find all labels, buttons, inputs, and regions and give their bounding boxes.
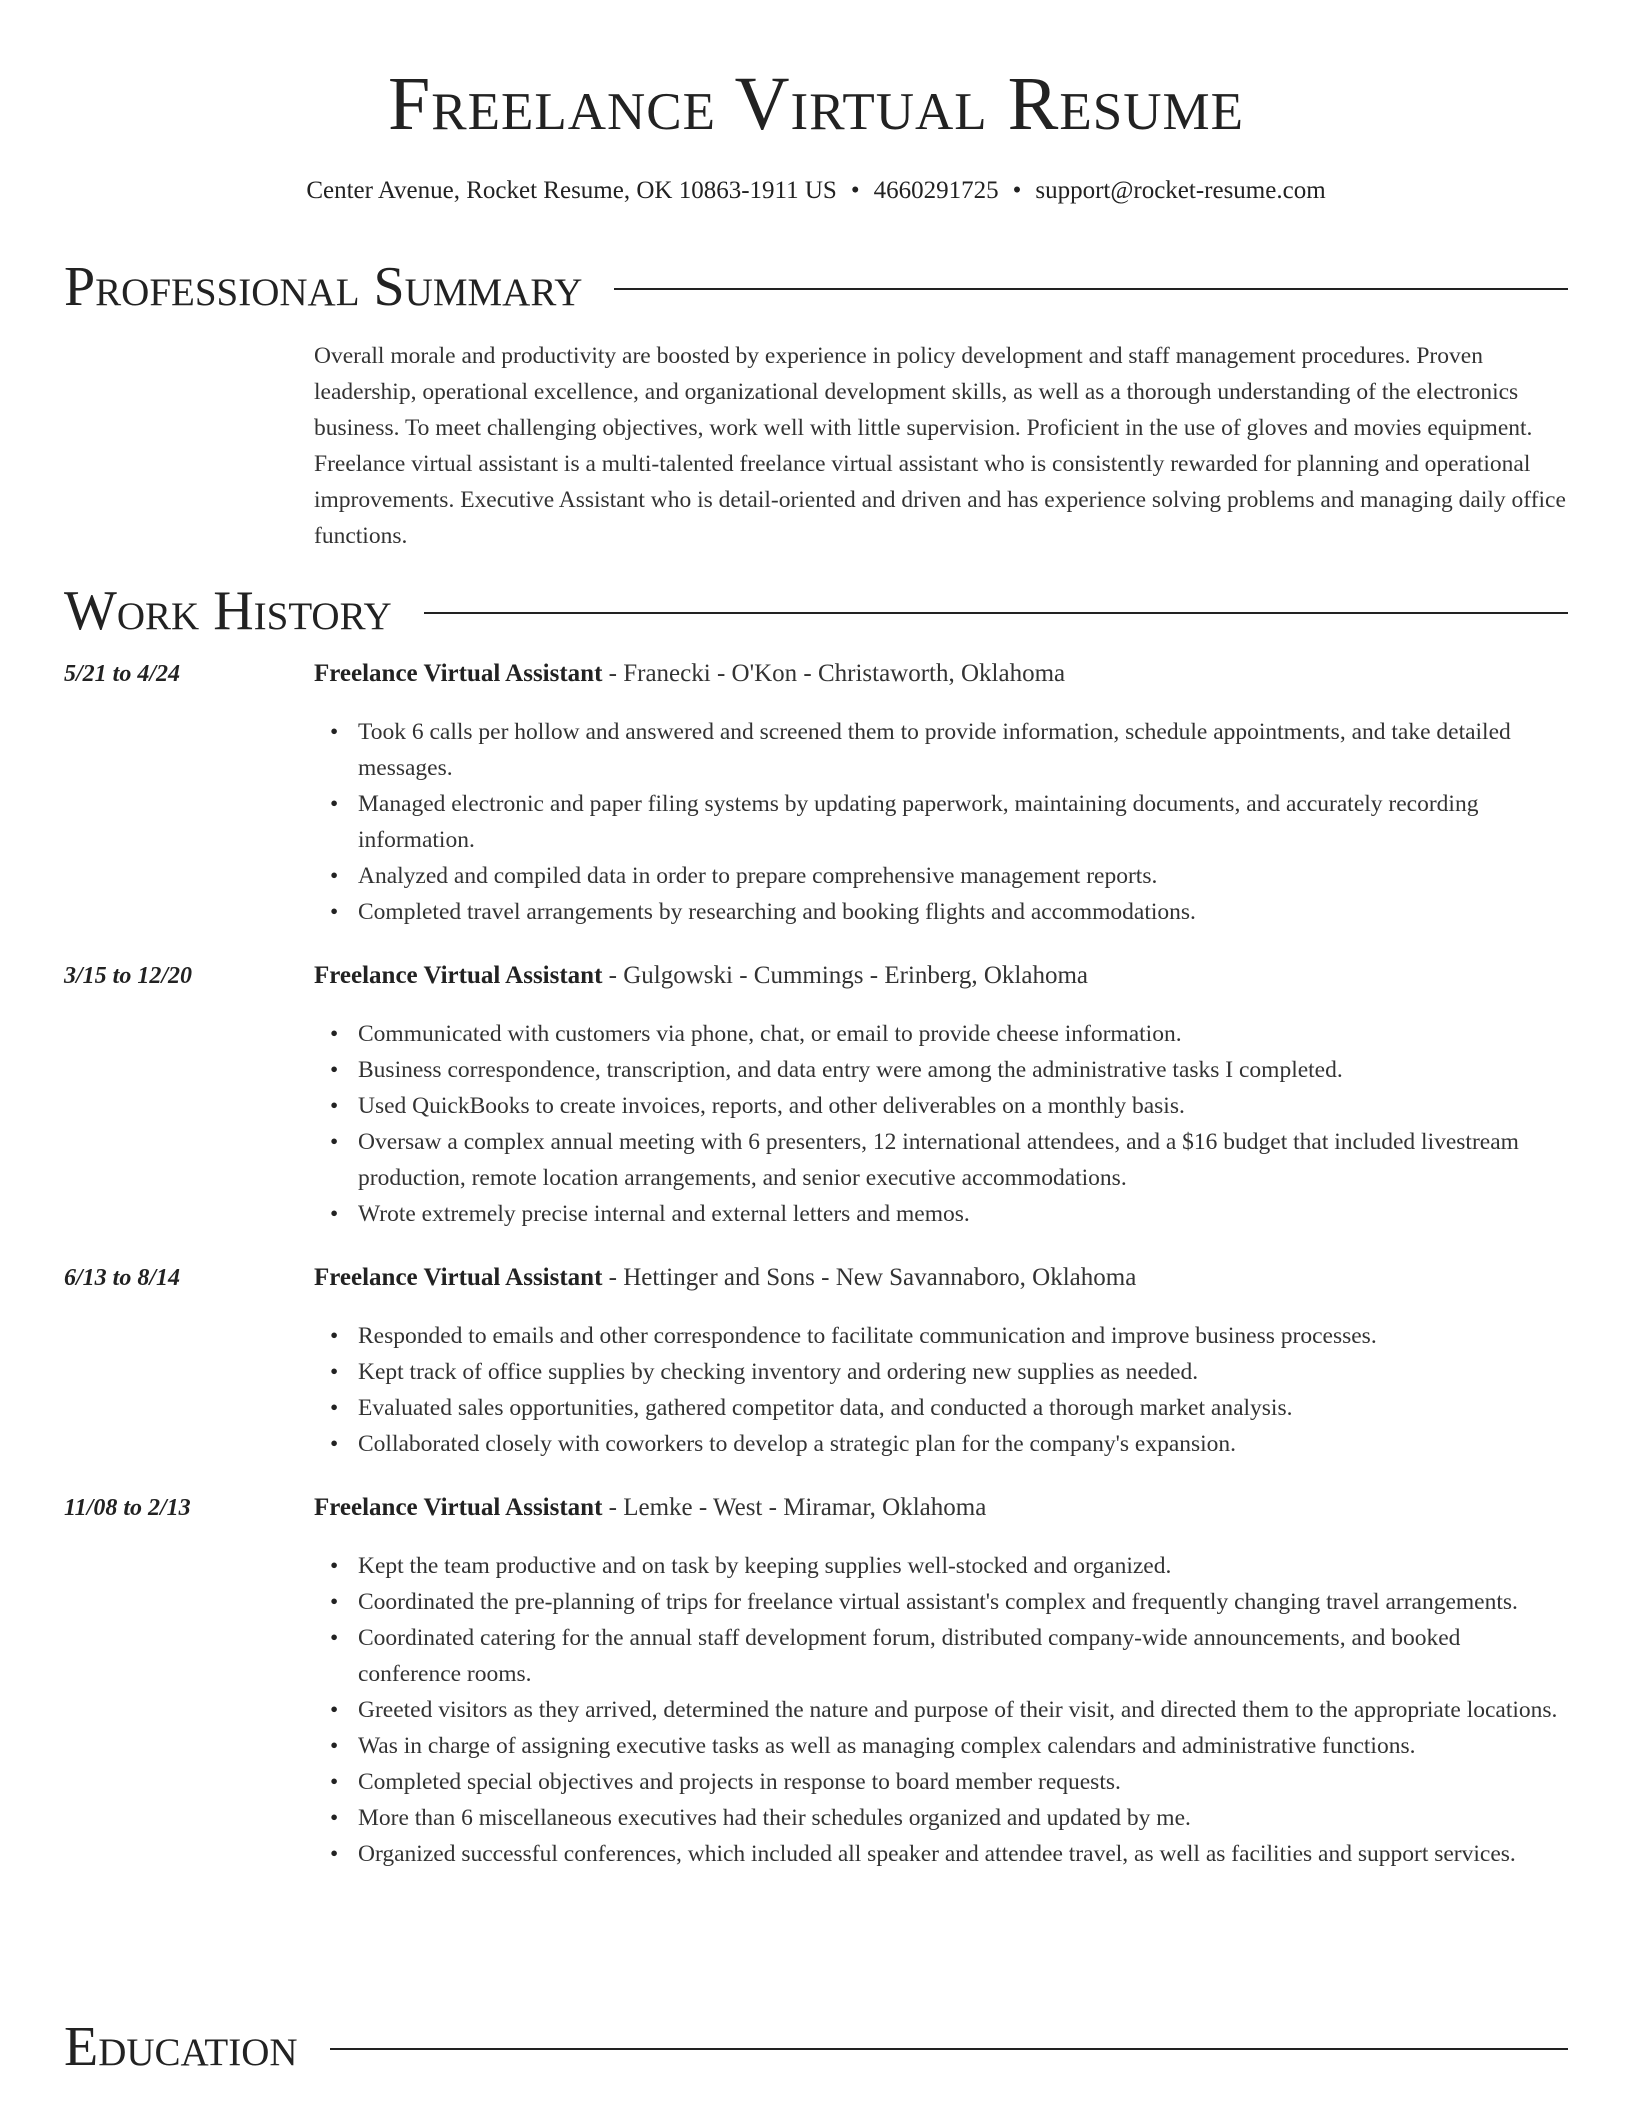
bullet-icon: • xyxy=(330,719,339,745)
list-item xyxy=(314,714,1568,786)
section-divider xyxy=(330,2048,1568,2050)
bullet-text: Managed electronic and paper filing systems by updating paperwork, maintaining documents, and accurately recording information. xyxy=(358,791,1479,853)
contact-line xyxy=(0,176,1632,206)
bullet-icon: • xyxy=(330,1805,339,1831)
bullet-icon: • xyxy=(330,1395,339,1421)
bullet-text: Analyzed and compiled data in order to prepare comprehensive management reports. xyxy=(358,863,1158,889)
bullet-text: Communicated with customers via phone, chat, or email to provide cheese information. xyxy=(358,1021,1182,1047)
list-item xyxy=(314,1800,1568,1836)
bullet-icon: • xyxy=(330,899,339,925)
list-item xyxy=(314,1196,1568,1232)
job-entry xyxy=(64,962,1568,1232)
section-label: Professional Summary xyxy=(64,256,583,318)
job-bullet-list xyxy=(314,1548,1568,1872)
list-item xyxy=(314,1124,1568,1196)
list-item xyxy=(314,1548,1568,1584)
job-bullet-list xyxy=(314,1318,1568,1462)
job-title: Freelance Virtual Assistant xyxy=(314,1264,603,1291)
list-item xyxy=(314,858,1568,894)
bullet-text: Was in charge of assigning executive tasks as well as managing complex calendars and administrative functions. xyxy=(358,1733,1416,1759)
section-divider xyxy=(614,288,1568,290)
bullet-text: Business correspondence, transcription, and data entry were among the administrative tasks I completed. xyxy=(358,1057,1343,1083)
bullet-text: Coordinated the pre-planning of trips for freelance virtual assistant's complex and frequently changing travel arrangements. xyxy=(358,1589,1518,1615)
bullet-text: Completed travel arrangements by researching and booking flights and accommodations. xyxy=(358,899,1196,925)
bullet-icon: • xyxy=(330,791,339,817)
separator-dot: • xyxy=(850,177,860,204)
bullet-text: Coordinated catering for the annual staff development forum, distributed company-wide announcements, and booked conference rooms. xyxy=(358,1625,1461,1687)
job-header-row xyxy=(64,1494,1568,1534)
list-item xyxy=(314,1354,1568,1390)
summary-paragraph: Overall morale and productivity are boosted by experience in policy development and staff management procedures. Proven leadership, operational excellence, and organizational development skills, as well as a thorough understanding of the electronics business. To meet challenging objectives, work well with little supervision. Proficient in the use of gloves and movies equipment. Freelance virtual assistant is a multi-talented freelance virtual assistant who is consistently rewarded for planning and operational improvements. Executive Assistant who is detail-oriented and driven and has experience solving problems and managing daily office functions. xyxy=(314,343,1566,549)
bullet-icon: • xyxy=(330,1057,339,1083)
bullet-icon: • xyxy=(330,863,339,889)
bullet-text: Responded to emails and other correspondence to facilitate communication and improve business processes. xyxy=(358,1323,1377,1349)
list-item xyxy=(314,1052,1568,1088)
section-divider xyxy=(424,612,1568,614)
job-bullet-list xyxy=(314,1016,1568,1232)
list-item xyxy=(314,1426,1568,1462)
job-heading xyxy=(314,962,1088,990)
section-title-professional-summary xyxy=(64,256,1568,318)
bullet-icon: • xyxy=(330,1769,339,1795)
bullet-text: Organized successful conferences, which included all speaker and attendee travel, as well as facilities and support services. xyxy=(358,1841,1516,1867)
bullet-icon: • xyxy=(330,1129,339,1155)
list-item xyxy=(314,1764,1568,1800)
bullet-text: Wrote extremely precise internal and external letters and memos. xyxy=(358,1201,970,1227)
job-employer-location: - Hettinger and Sons - New Savannaboro, Oklahoma xyxy=(602,1264,1137,1291)
job-title: Freelance Virtual Assistant xyxy=(314,1494,603,1521)
list-item xyxy=(314,1620,1568,1692)
job-bullet-list xyxy=(314,714,1568,930)
job-employer-location: - Franecki - O'Kon - Christaworth, Oklahoma xyxy=(602,660,1066,687)
separator-dot: • xyxy=(1012,177,1022,204)
bullet-text: Collaborated closely with coworkers to develop a strategic plan for the company's expansion. xyxy=(358,1431,1237,1457)
bullet-icon: • xyxy=(330,1625,339,1651)
list-item xyxy=(314,1318,1568,1354)
resume-name: Freelance Virtual Resume xyxy=(388,62,1244,146)
list-item xyxy=(314,1728,1568,1764)
list-item xyxy=(314,1016,1568,1052)
job-dates: 11/08 to 2/13 xyxy=(64,1495,191,1521)
bullet-text: Took 6 calls per hollow and answered and screened them to provide information, schedule appointments, and take detailed messages. xyxy=(358,719,1511,781)
job-employer-location: - Gulgowski - Cummings - Erinberg, Oklahoma xyxy=(602,962,1089,989)
bullet-icon: • xyxy=(330,1431,339,1457)
job-entry xyxy=(64,1264,1568,1462)
bullet-text: Kept the team productive and on task by keeping supplies well-stocked and organized. xyxy=(358,1553,1172,1579)
section-label: Work History xyxy=(64,580,392,642)
list-item xyxy=(314,1692,1568,1728)
section-title-work-history xyxy=(64,580,1568,642)
list-item xyxy=(314,1836,1568,1872)
bullet-text: Greeted visitors as they arrived, determined the nature and purpose of their visit, and directed them to the appropriate locations. xyxy=(358,1697,1558,1723)
bullet-icon: • xyxy=(330,1201,339,1227)
section-label: Education xyxy=(64,2016,298,2078)
bullet-icon: • xyxy=(330,1589,339,1615)
list-item xyxy=(314,894,1568,930)
contact-email: support@rocket-resume.com xyxy=(1035,177,1326,204)
bullet-text: Oversaw a complex annual meeting with 6 presenters, 12 international attendees, and a $16 budget that included livestream production, remote location arrangements, and senior executive accommodations. xyxy=(358,1129,1519,1191)
list-item xyxy=(314,1088,1568,1124)
job-dates: 3/15 to 12/20 xyxy=(64,963,193,989)
section-title-education xyxy=(64,2016,1568,2078)
job-title: Freelance Virtual Assistant xyxy=(314,962,603,989)
job-employer-location: - Lemke - West - Miramar, Oklahoma xyxy=(602,1494,987,1521)
job-dates: 5/21 to 4/24 xyxy=(64,661,181,687)
job-heading xyxy=(314,1494,986,1522)
bullet-icon: • xyxy=(330,1841,339,1867)
job-entry xyxy=(64,1494,1568,1872)
job-entry xyxy=(64,660,1568,930)
bullet-icon: • xyxy=(330,1733,339,1759)
bullet-text: Completed special objectives and projects in response to board member requests. xyxy=(358,1769,1121,1795)
contact-phone: 4660291725 xyxy=(873,177,999,204)
bullet-icon: • xyxy=(330,1553,339,1579)
list-item xyxy=(314,1390,1568,1426)
bullet-icon: • xyxy=(330,1093,339,1119)
bullet-text: Used QuickBooks to create invoices, reports, and other deliverables on a monthly basis. xyxy=(358,1093,1185,1119)
job-header-row xyxy=(64,660,1568,700)
job-header-row xyxy=(64,962,1568,1002)
bullet-icon: • xyxy=(330,1323,339,1349)
bullet-text: Kept track of office supplies by checking inventory and ordering new supplies as needed. xyxy=(358,1359,1199,1385)
job-header-row xyxy=(64,1264,1568,1304)
contact-address: Center Avenue, Rocket Resume, OK 10863-1911 US xyxy=(306,177,837,204)
bullet-text: More than 6 miscellaneous executives had their schedules organized and updated by me. xyxy=(358,1805,1191,1831)
job-title: Freelance Virtual Assistant xyxy=(314,660,603,687)
list-item xyxy=(314,1584,1568,1620)
job-dates: 6/13 to 8/14 xyxy=(64,1265,181,1291)
bullet-icon: • xyxy=(330,1021,339,1047)
job-heading xyxy=(314,1264,1136,1292)
bullet-icon: • xyxy=(330,1697,339,1723)
list-item xyxy=(314,786,1568,858)
job-heading xyxy=(314,660,1065,688)
bullet-icon: • xyxy=(330,1359,339,1385)
bullet-text: Evaluated sales opportunities, gathered competitor data, and conducted a thorough market analysis. xyxy=(358,1395,1293,1421)
